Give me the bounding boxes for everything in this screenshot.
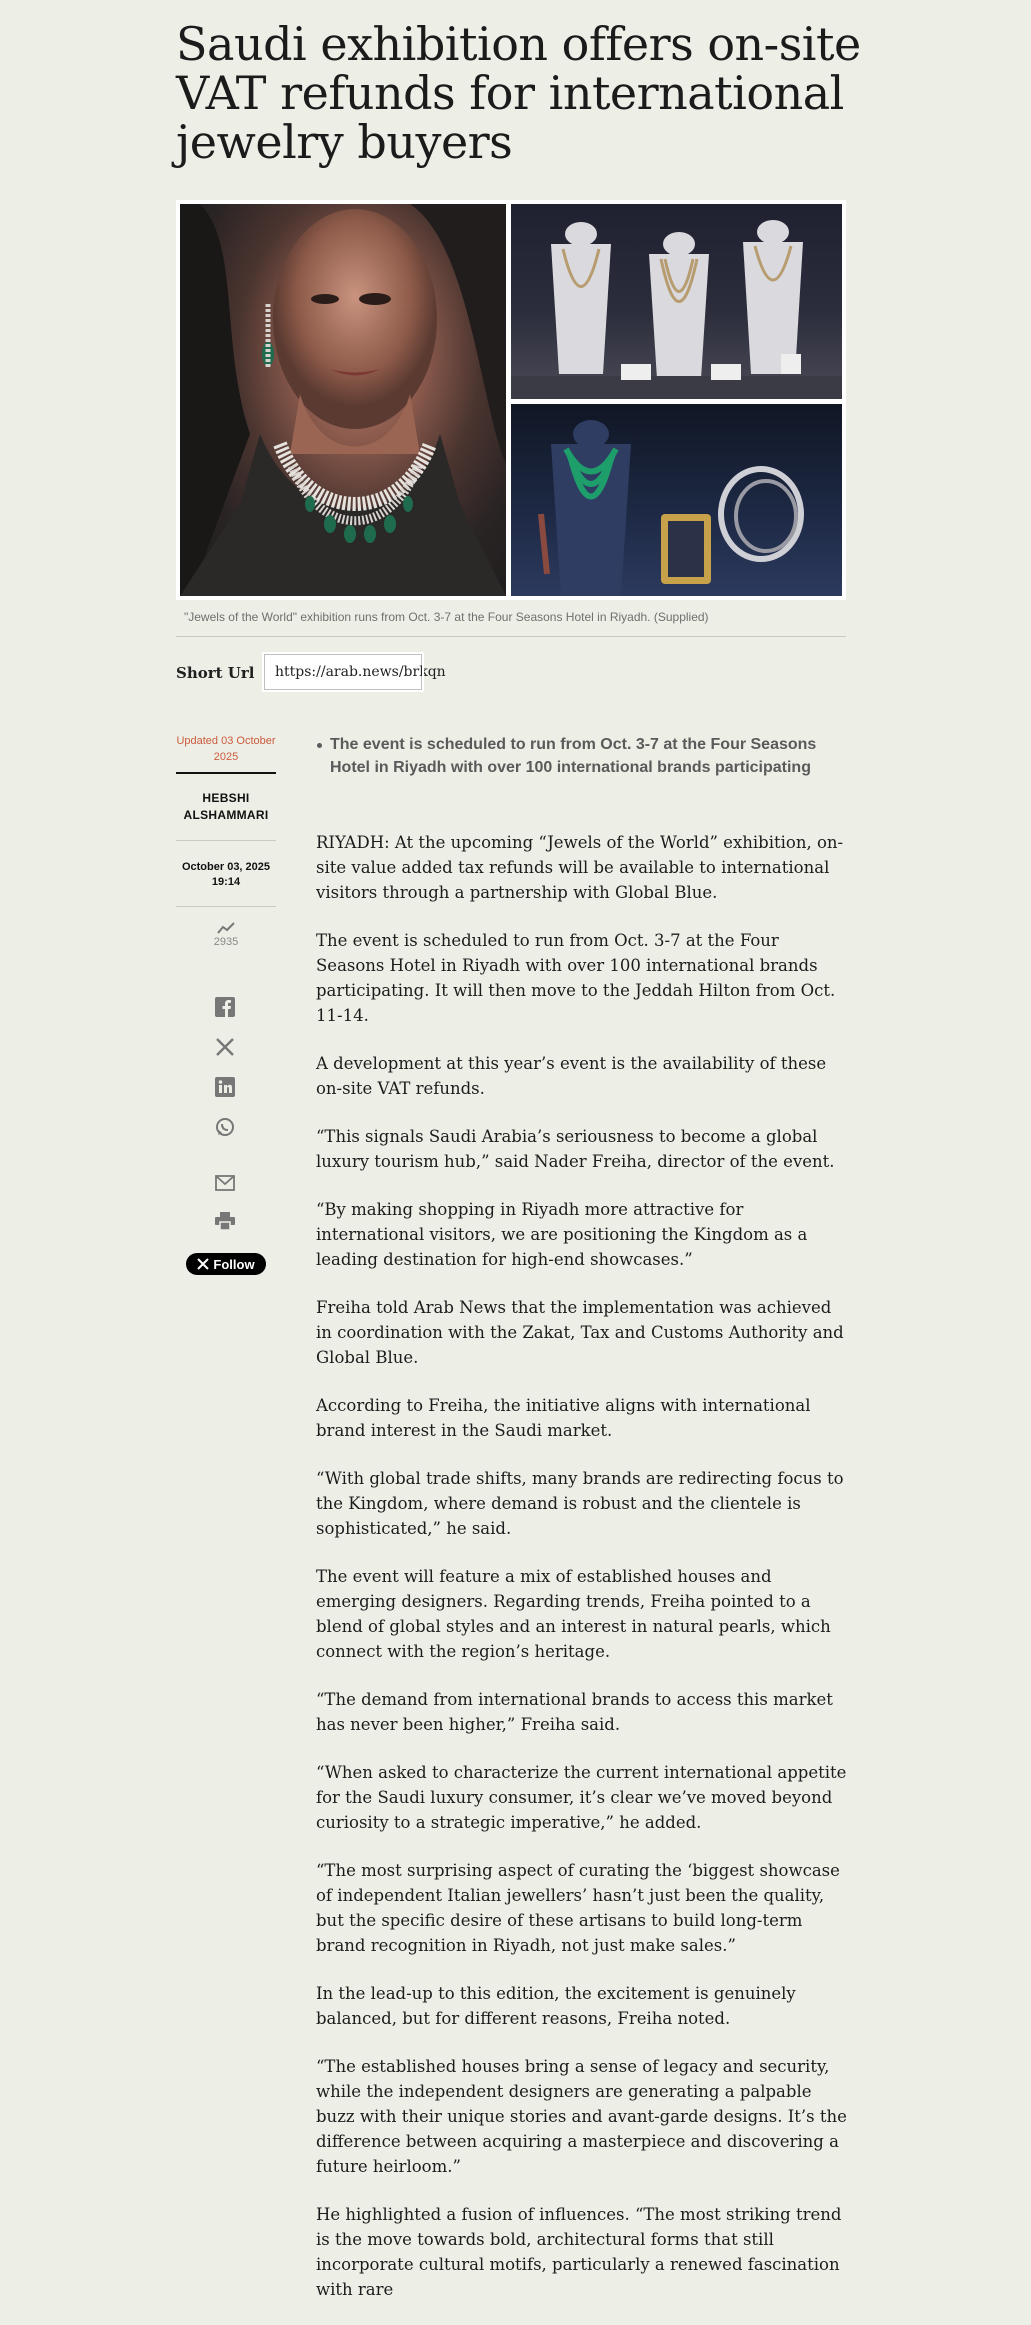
paragraph: “The established houses bring a sense of legacy and security, while the independent designers are generating a palpable buzz with their unique stories and avant-garde designs. It’s the difference between acquiring a masterpiece and discovering a future heirloom.”	[316, 2057, 847, 2176]
paragraph: According to Freiha, the initiative aligns with international brand interest in the Saudi market.	[316, 1396, 811, 1440]
image-caption: "Jewels of the World" exhibition runs from Oct. 3-7 at the Four Seasons Hotel in Riyadh. (Supplied)	[184, 610, 709, 624]
divider	[176, 840, 276, 841]
x-icon	[197, 1258, 209, 1270]
short-url-label: Short Url	[176, 664, 255, 682]
short-url-input[interactable]: https://arab.news/brkqn	[264, 654, 422, 690]
facebook-icon[interactable]	[212, 994, 238, 1020]
email-icon[interactable]	[212, 1170, 238, 1196]
article-body	[316, 830, 850, 2325]
paragraph: “The demand from international brands to access this market has never been higher,” Freiha said.	[316, 1690, 833, 1734]
paragraph: In the lead-up to this edition, the excitement is genuinely balanced, but for different reasons, Freiha noted.	[316, 1984, 796, 2028]
paragraph: He highlighted a fusion of influences. “The most striking trend is the move towards bold, architectural forms that still incorporate cultural motifs, particularly a renewed fascination with rare	[316, 2205, 842, 2299]
trending-icon	[217, 922, 235, 934]
paragraph: RIYADH: At the upcoming “Jewels of the World” exhibition, on-site value added tax refunds will be available to international visitors through a partnership with Global Blue.	[316, 833, 844, 902]
updated-date: Updated 03 October 2025	[176, 735, 276, 763]
headline: Saudi exhibition offers on-site VAT refunds for international jewelry buyers	[176, 17, 861, 169]
paragraph: “This signals Saudi Arabia’s seriousness to become a global luxury tourism hub,” said Nader Freiha, director of the event.	[316, 1127, 835, 1171]
divider	[176, 772, 276, 774]
print-icon[interactable]	[212, 1208, 238, 1234]
publish-date: October 03, 2025 19:14	[181, 861, 271, 888]
necklace-display-image	[511, 204, 842, 399]
paragraph: A development at this year’s event is the availability of these on-site VAT refunds.	[316, 1054, 827, 1098]
paragraph: “By making shopping in Riyadh more attractive for international visitors, we are positioning the Kingdom as a leading destination for high-end showcases.”	[316, 1200, 808, 1269]
portrait-image	[180, 204, 506, 596]
whatsapp-icon[interactable]	[212, 1114, 238, 1140]
divider	[176, 906, 276, 907]
paragraph: The event is scheduled to run from Oct. 3-7 at the Four Seasons Hotel in Riyadh with over 100 international brands participating. It will then move to the Jeddah Hilton from Oct. 11-14.	[316, 931, 836, 1025]
paragraph: “When asked to characterize the current international appetite for the Saudi luxury consumer, it’s clear we’ve moved beyond curiosity to a strategic imperative,” he added.	[316, 1763, 847, 1832]
view-count-value: 2935	[213, 936, 239, 948]
paragraph: The event will feature a mix of established houses and emerging designers. Regarding trends, Freiha pointed to a blend of global styles and an interest in natural pearls, which connect with the region’s heritage.	[316, 1567, 831, 1661]
paragraph: “With global trade shifts, many brands are redirecting focus to the Kingdom, where demand is robust and the clientele is sophisticated,” he said.	[316, 1469, 844, 1538]
paragraph: “The most surprising aspect of curating the ‘biggest showcase of independent Italian jewellers’ hasn’t just been the quality, but the specific desire of these artisans to build long-term brand recognition in Riyadh, not just make sales.”	[316, 1861, 840, 1955]
x-follow-button[interactable]	[186, 1253, 266, 1275]
summary-bullet: The event is scheduled to run from Oct. 3-7 at the Four Seasons Hotel in Riyadh with over 100 international brands participating	[330, 733, 840, 779]
hero-image-collage[interactable]	[176, 200, 846, 600]
paragraph: Freiha told Arab News that the implementation was achieved in coordination with the Zakat, Tax and Customs Authority and Global Blue.	[316, 1298, 844, 1367]
view-count	[176, 922, 276, 948]
follow-label: Follow	[213, 1256, 255, 1272]
x-icon[interactable]	[212, 1034, 238, 1060]
author-name[interactable]: HEBSHI ALSHAMMARI	[183, 791, 269, 822]
linkedin-icon[interactable]	[212, 1074, 238, 1100]
emerald-display-image	[511, 404, 842, 596]
divider	[176, 636, 846, 637]
